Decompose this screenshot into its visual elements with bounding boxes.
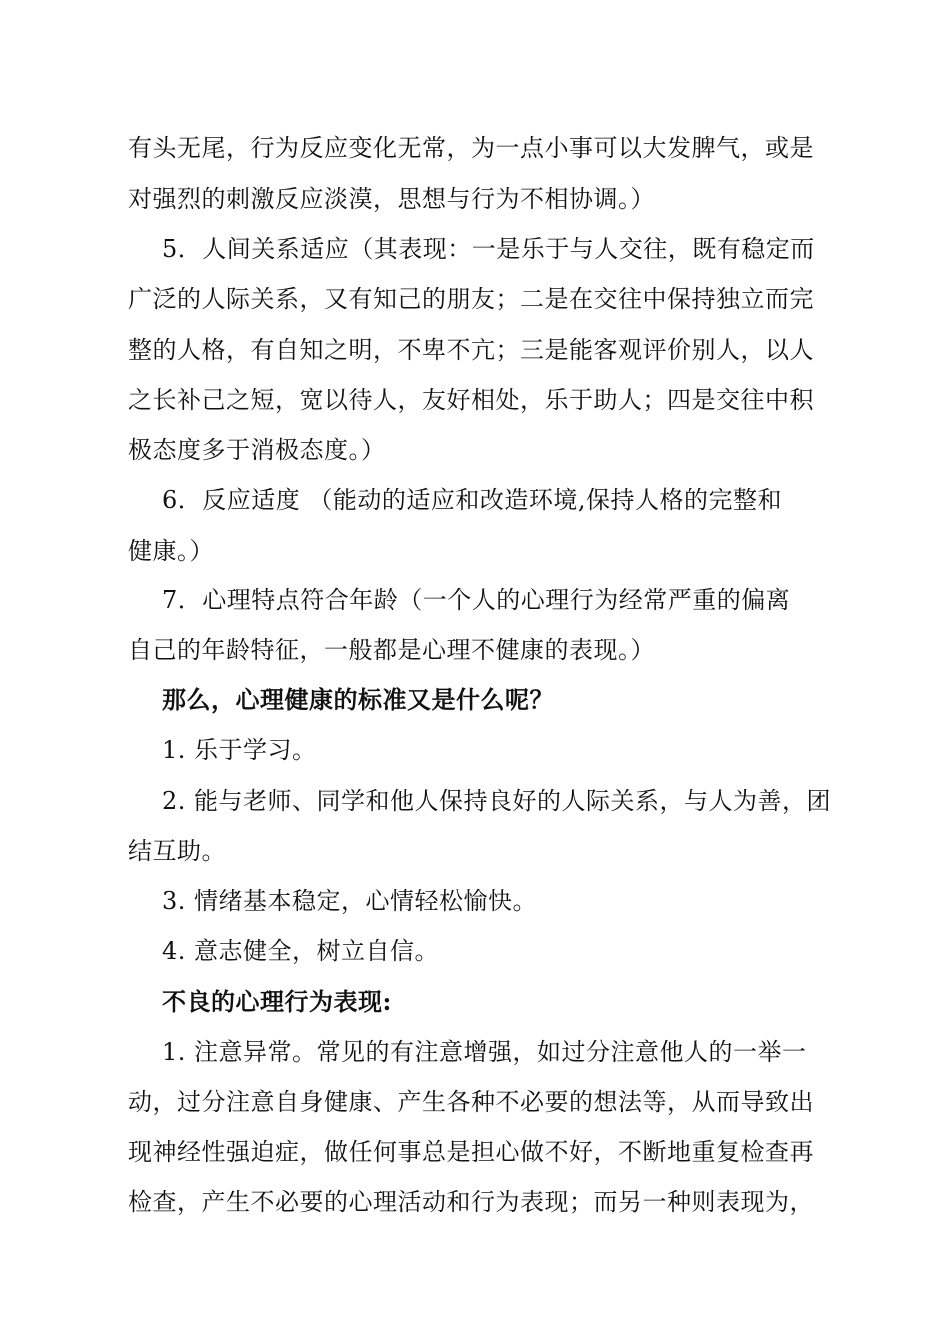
text-line: 结互助。 <box>128 837 226 865</box>
list-item-text: 2. 能与老师、同学和他人保持良好的人际关系，与人为善，团 <box>162 787 832 815</box>
text-line: 广泛的人际关系，又有知己的朋友；二是在交往中保持独立而完 <box>128 285 814 313</box>
text-line: 对强烈的刺激反应淡漠，思想与行为不相协调。） <box>128 185 655 213</box>
list-item-text: 5．人间关系适应（其表现：一是乐于与人交往，既有稳定而 <box>162 235 815 263</box>
text-line: 检查，产生不必要的心理活动和行为表现；而另一种则表现为， <box>128 1188 814 1216</box>
list-item-text: 7．心理特点符合年龄（一个人的心理行为经常严重的偏离 <box>162 586 791 614</box>
text-line: 动，过分注意自身健康、产生各种不必要的想法等，从而导致出 <box>128 1088 814 1116</box>
text-line: 极态度多于消极态度。） <box>128 436 386 464</box>
section-heading: 不良的心理行为表现: <box>162 987 392 1016</box>
list-item-text: 1. 乐于学习。 <box>162 736 317 764</box>
text-line: 健康。） <box>128 537 214 565</box>
list-item-text: 6．反应适度 （能动的适应和改造环境,保持人格的完整和 <box>162 486 783 514</box>
text-line: 现神经性强迫症，做任何事总是担心做不好，不断地重复检查再 <box>128 1138 814 1166</box>
text-line: 自己的年龄特征，一般都是心理不健康的表现。） <box>128 636 655 664</box>
list-item-text: 4. 意志健全，树立自信。 <box>162 937 440 965</box>
text-line: 整的人格，有自知之明，不卑不亢；三是能客观评价别人，以人 <box>128 336 814 364</box>
list-item-text: 1. 注意异常。常见的有注意增强，如过分注意他人的一举一 <box>162 1038 807 1066</box>
list-item-text: 3. 情绪基本稳定，心情轻松愉快。 <box>162 887 538 915</box>
text-line: 之长补己之短，宽以待人，友好相处，乐于助人；四是交往中积 <box>128 386 814 414</box>
text-line: 有头无尾，行为反应变化无常，为一点小事可以大发脾气，或是 <box>128 134 814 162</box>
section-heading: 那么，心理健康的标准又是什么呢？ <box>162 685 554 714</box>
